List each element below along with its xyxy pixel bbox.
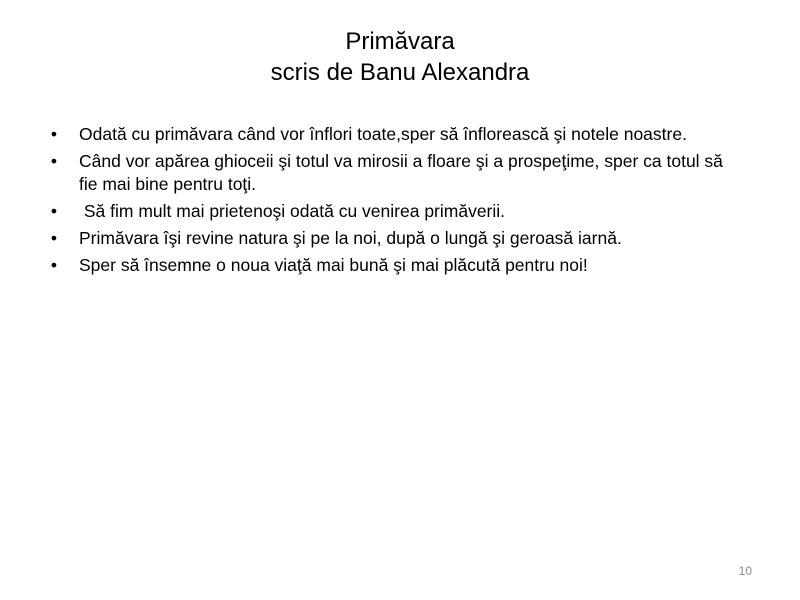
bullet-list <box>46 123 736 281</box>
bullet-text: Primăvara îşi revine natura şi pe la noi, după o lungă şi geroasă iarnă. <box>79 228 622 248</box>
bullet-text: Sper să însemne o noua viaţă mai bună şi mai plăcută pentru noi! <box>79 255 588 275</box>
bullet-text: Odată cu primăvara când vor înflori toate,sper să înflorească şi notele noastre. <box>79 124 687 144</box>
bullet-dot-icon: • <box>50 201 58 221</box>
bullet-dot-icon: • <box>50 255 58 275</box>
page-number: 10 <box>738 564 752 578</box>
bullet-item <box>46 200 736 223</box>
bullet-dot-icon: • <box>50 228 58 248</box>
title-line-1: Primăvara <box>345 28 455 55</box>
bullet-dot-icon: • <box>50 151 58 171</box>
bullet-text: Să fim mult mai prietenoşi odată cu venirea primăverii. <box>79 201 506 221</box>
bullet-item <box>46 254 736 277</box>
bullet-text: Când vor apărea ghioceii şi totul va mirosii a floare şi a prospeţime, sper ca totul să fie mai bine pentru toţi. <box>79 151 723 194</box>
bullet-item <box>46 227 736 250</box>
bullet-item <box>46 150 736 196</box>
slide-title <box>0 26 800 88</box>
bullet-dot-icon: • <box>50 124 58 144</box>
bullet-item <box>46 123 736 146</box>
title-line-2-author: scris de Banu Alexandra <box>270 59 530 86</box>
